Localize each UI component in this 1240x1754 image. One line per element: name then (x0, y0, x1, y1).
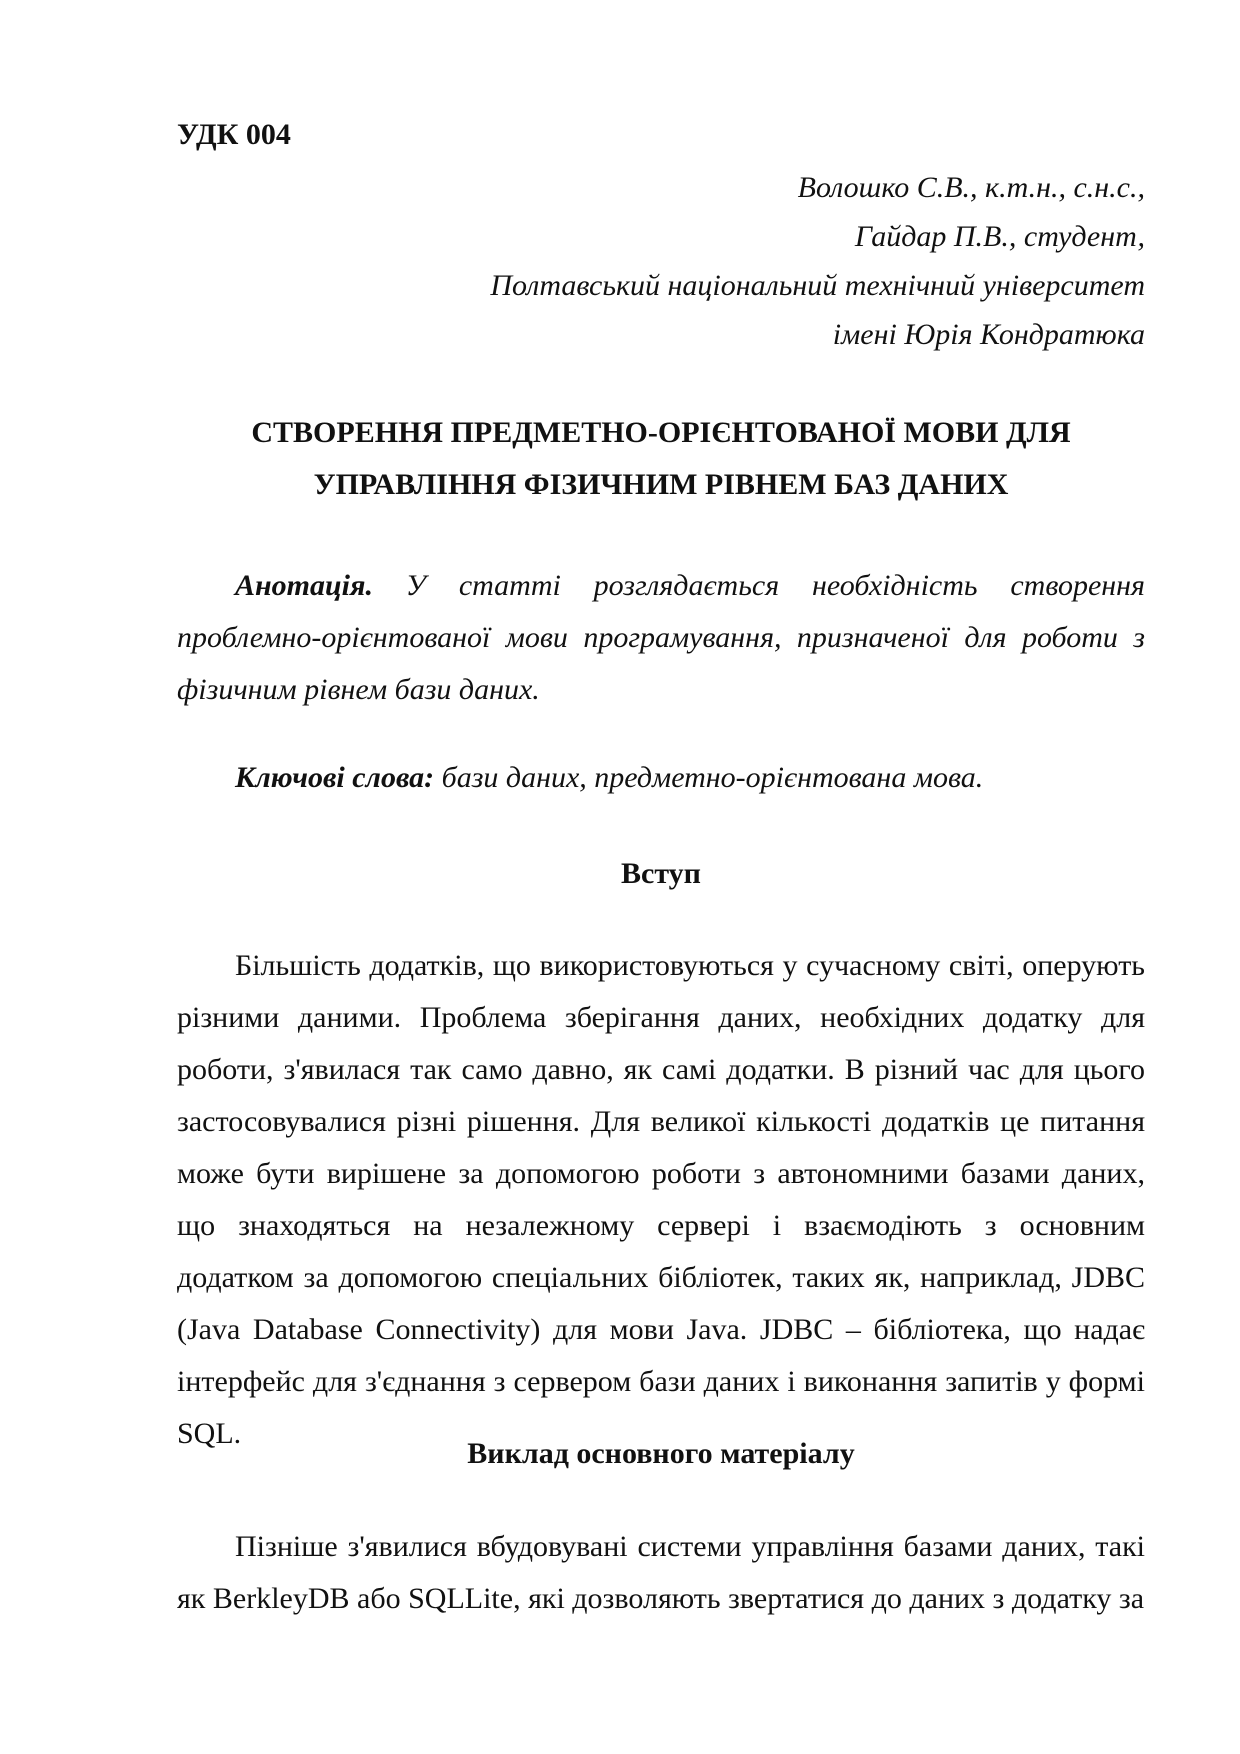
section-heading-intro: Вступ (621, 857, 701, 890)
title-line: СТВОРЕННЯ ПРЕДМЕТНО-ОРІЄНТОВАНОЇ МОВИ ДЛЯ (251, 416, 1071, 449)
annotation-text: У статті розглядається необхідність створення проблемно-орієнтованої мови програмування, призначеної для роботи з фізичним рівнем бази даних. (177, 569, 1145, 706)
body-paragraph-main: Пізніше з'явилися вбудовувані системи управління базами даних, такі як BerkleyDB або SQLLite, які дозволяють звертатися до даних з додатку за (177, 1530, 1145, 1615)
keywords-paragraph (177, 752, 1145, 804)
keywords-text: бази даних, предметно-орієнтована мова. (434, 761, 984, 794)
author-line: Волошко С.В., к.т.н., с.н.с., (797, 171, 1145, 204)
annotation-paragraph (177, 560, 1145, 716)
author-block (177, 163, 1145, 359)
annotation-label: Анотація. (235, 569, 373, 602)
section-heading-main: Виклад основного матеріалу (467, 1437, 855, 1470)
affiliation-line: Полтавський національний технічний університет (490, 269, 1145, 302)
keywords-label: Ключові слова: (235, 761, 435, 794)
udk-code: УДК 004 (177, 118, 291, 151)
affiliation-line: імені Юрія Кондратюка (832, 318, 1145, 351)
author-line: Гайдар П.В., студент, (854, 220, 1145, 253)
body-paragraph-intro: Більшість додатків, що використовуються у сучасному світі, оперують різними даними. Проблема зберігання даних, необхідних додатку для роботи, з'явилася так само давно, як самі додатки. В різний час для цього застосовувалися різні рішення. Для великої кількості додатків це питання може бути вирішене за допомогою роботи з автономними базами даних, що знаходяться на незалежному сервері і взаємодіють з основним додатком за допомогою спеціальних бібліотек, таких як, наприклад, JDBC (Java Database Connectivity) для мови Java. JDBC – бібліотека, що надає інтерфейс для з'єднання з сервером бази даних і виконання запитів у формі SQL. (177, 949, 1145, 1450)
paper-title (177, 407, 1145, 511)
title-line: УПРАВЛІННЯ ФІЗИЧНИМ РІВНЕМ БАЗ ДАНИХ (313, 468, 1009, 501)
